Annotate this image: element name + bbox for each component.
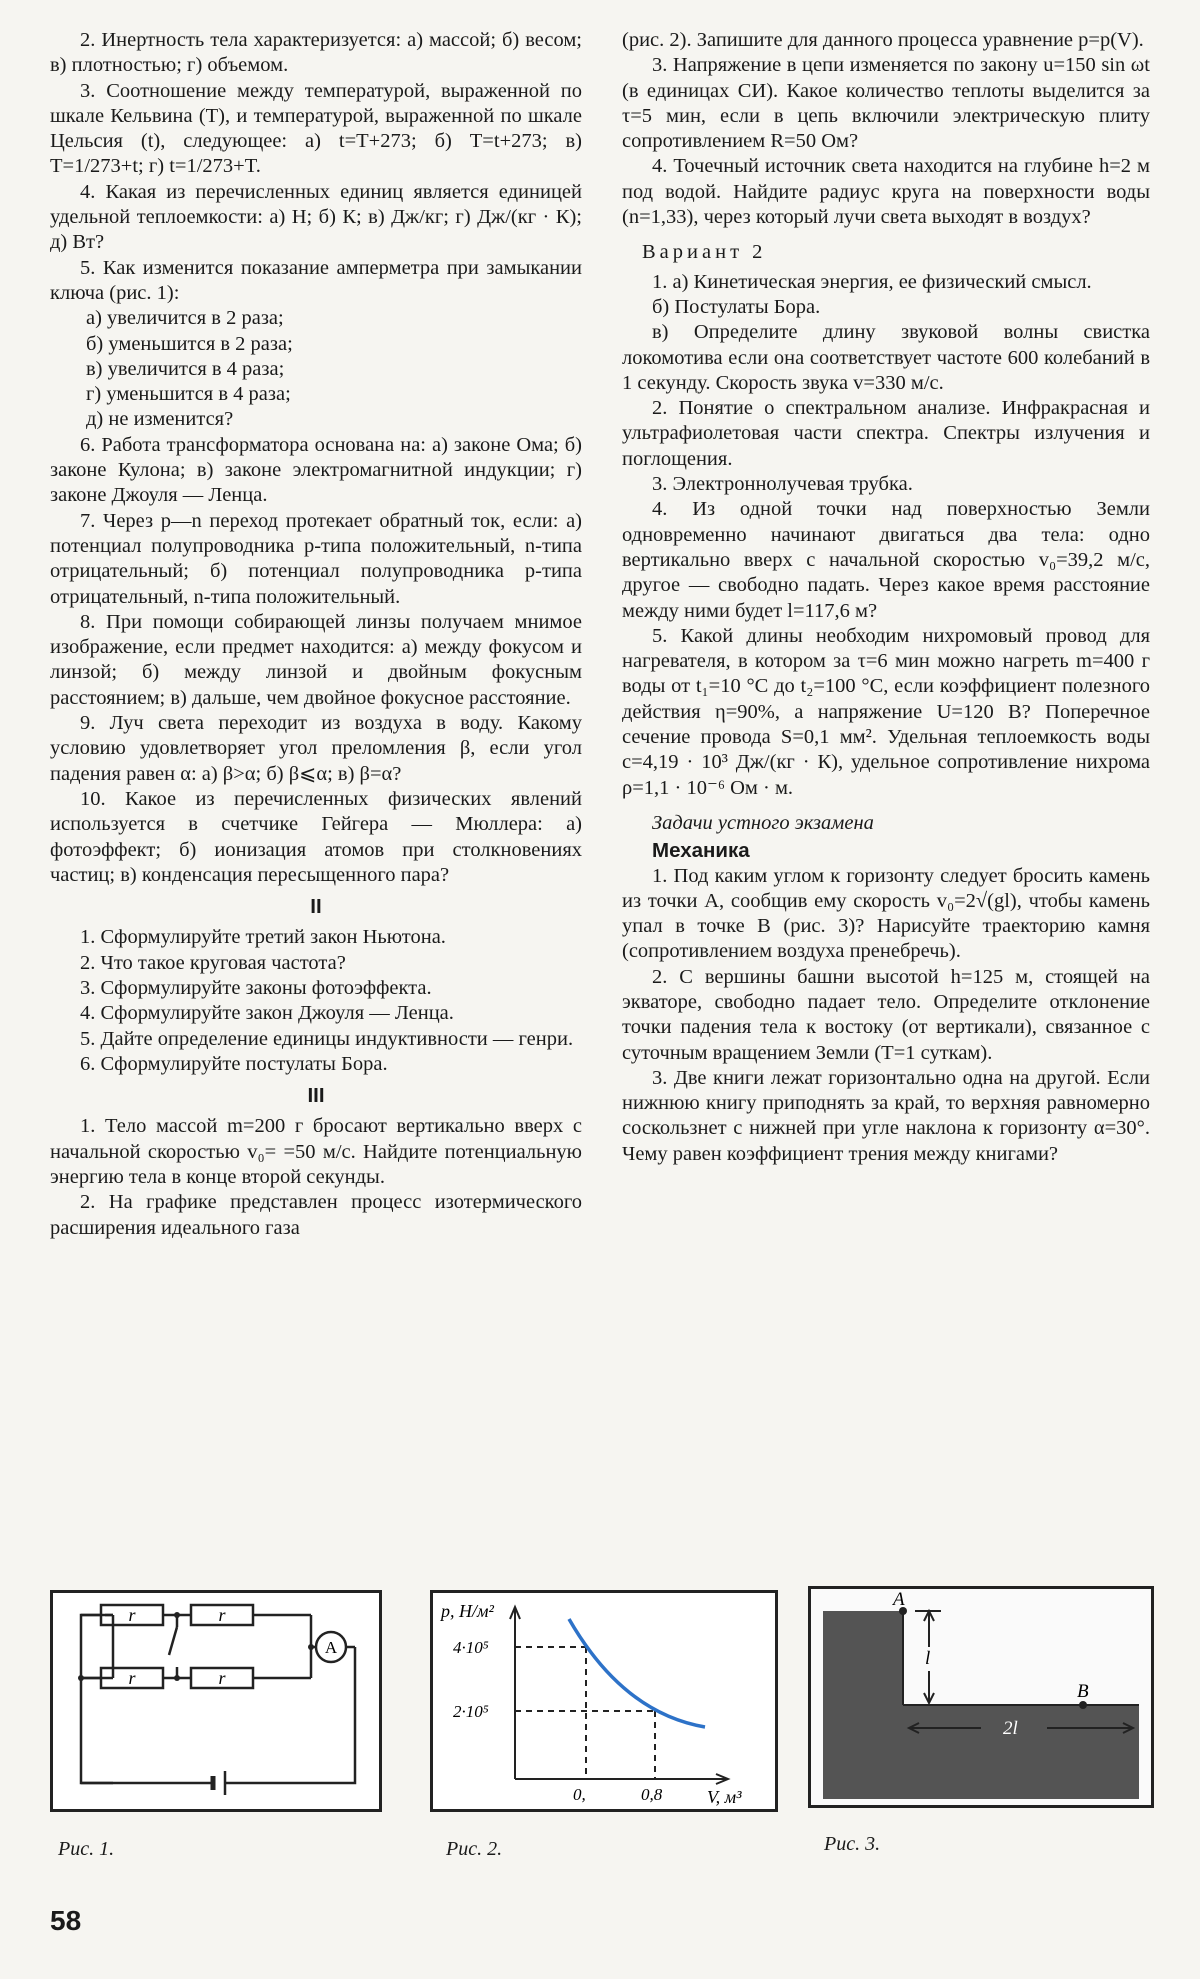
paragraph: 1. Сформулируйте третий закон Ньютона. [80,926,446,949]
paragraph: 6. Работа трансформатора основана на: а) законе Ома; б) законе Кулона; в) законе электромагнитной индукции; г) законе Джоуля — Ленца. [50,433,582,507]
section-heading: II [310,895,322,919]
switch [169,1627,177,1655]
paragraph: 2. С вершины башни высотой h=125 м, стоящей на экваторе, свободно падает тело. Определите отклонение точки падения тела к востоку (от вертикали), связанное с суточным вращением Земли (T=1 суткам). [622,965,1150,1064]
paragraph: 1. Тело массой m=200 г бросают вертикально вверх с начальной скоростью v₀= =50 м/с. Найдите потенциальную энергию тела в конце второй секунды. [50,1115,582,1189]
y-tick-label: 2·10⁵ [453,1702,489,1721]
paragraph: 2. Понятие о спектральном анализе. Инфракрасная и ультрафиолетовая части спектра. Спектры излучения и поглощения. [622,397,1150,470]
y-axis-label: p, Н/м² [441,1601,494,1621]
subsection-heading: Механика [652,839,750,863]
right-column [622,28,1150,1167]
point-b-label: B [1077,1681,1089,1702]
paragraph: 2. Что такое круговая частота? [80,951,346,974]
paragraph: 4. Точечный источник света находится на глубине h=2 м под водой. Найдите радиус круга на поверхности воды (n=1,33), через который лучи света выходят в воздух? [622,155,1150,229]
paragraph: 1. Под каким углом к горизонту следует бросить камень из точки A, сообщив ему скорость v₀=2√(gl), чтобы камень упал в точке B (рис. 3)? Нарисуйте траекторию камня (сопротивлением воздуха пренебречь). [622,864,1150,963]
subsection-heading: Задачи устного экзамена [652,811,874,834]
paragraph: 8. При помощи собирающей линзы получаем мнимое изображение, если предмет находится: а) между фокусом и линзой; б) между линзой и двойным фокусным расстоянием; в) дальше, чем двойное фокусное расстояние. [50,610,582,709]
x-axis-label: V, м³ [707,1787,742,1807]
answer-option: б) уменьшится в 2 раза; [86,332,293,355]
isotherm-graph [433,1593,775,1809]
paragraph: 2. На графике представлен процесс изотермического расширения идеального газа [50,1191,582,1239]
figure-2-graph [430,1590,778,1812]
left-column [50,28,582,1241]
figure-1-circuit [50,1590,382,1812]
paragraph: 3. Две книги лежат горизонтально одна на другой. Если нижнюю книгу приподнять за край, то верхняя равномерно соскользнет с нижней при угле наклона к горизонту α=30°. Чему равен коэффициент трения между книгами? [622,1066,1150,1165]
paragraph: 6. Сформулируйте постулаты Бора. [80,1052,388,1075]
page-number: 58 [50,1905,82,1936]
circuit-wire-left [81,1615,113,1783]
cliff-block [823,1611,903,1799]
paragraph: 1. а) Кинетическая энергия, ее физический смысл. [652,270,1092,293]
point-a-label: A [893,1589,905,1610]
figure-2-caption: Рис. 2. [446,1838,503,1860]
paragraph: (рис. 2). Запишите для данного процесса уравнение p=p(V). [622,29,1144,51]
paragraph: 3. Соотношение между температурой, выраженной по шкале Кельвина (T), и температурой, выраженной по шкале Цельсия (t), следующее: а) t=T+273; б) T=t+273; в) T=1/273+t; г) t=1/273+T. [50,79,582,178]
paragraph: 4. Какая из перечисленных единиц является единицей удельной теплоемкости: а) Н; б) К; в) Дж/кг; г) Дж/(кг · К); д) Вт? [50,180,582,254]
ammeter-label: A [324,1638,338,1657]
answer-option: д) не изменится? [86,408,234,431]
height-label: l [925,1648,931,1669]
answer-option: г) уменьшится в 4 раза; [86,383,291,406]
y-tick-label: 4·10⁵ [453,1638,489,1657]
resistor-label: r [128,1668,136,1688]
figure-3-diagram [808,1586,1154,1808]
resistor-label: r [218,1605,226,1625]
x-tick-label: 0,8 [641,1785,663,1804]
answer-option: а) увеличится в 2 раза; [86,307,284,330]
paragraph: 5. Какой длины необходим нихромовый провод для нагревателя, в котором за τ=6 мин можно нагреть m=400 г воды от t₁=10 °C до t₂=100 °C, если коэффициент полезного действия η=90%, а напряжение U=120 В? Поперечное сечение провода S=0,1 мм². Удельная теплоемкость воды c=4,19 · 10³ Дж/(кг · К), удельное сопротивление нихрома ρ=1,1 · 10⁻⁶ Ом · м. [622,624,1150,799]
subsection-heading: Вариант 2 [642,241,767,264]
paragraph: 3. Напряжение в цепи изменяется по закону u=150 sin ωt (в единицах СИ). Какое количество теплоты выделится за τ=5 мин, если в цепь включили электрическую плиту сопротивлением R=50 Ом? [622,54,1150,153]
paragraph: 7. Через p—n переход протекает обратный ток, если: а) потенциал полупроводника p-типа положительный, n-типа отрицательный; б) потенциал полупроводника p-типа отрицательный, n-типа положительный. [50,509,582,608]
paragraph: 4. Сформулируйте закон Джоуля — Ленца. [80,1002,454,1025]
paragraph: 9. Луч света переходит из воздуха в воду. Какому условию удовлетворяет угол преломления β, если угол падения равен α: а) β>α; б) β⩽α; в) β=α? [50,712,582,785]
figure-1-caption: Рис. 1. [58,1838,115,1860]
paragraph: 2. Инертность тела характеризуется: а) массой; б) весом; в) плотностью; г) объемом. [50,29,582,77]
paragraph: в) Определите длину звуковой волны свистка локомотива если она соответствует частоте 600 колебаний в 1 секунду. Скорость звука v=330 м/с. [622,321,1150,394]
ground-block [903,1705,1139,1799]
answer-option: в) увеличится в 4 раза; [86,357,285,380]
paragraph: б) Постулаты Бора. [652,295,821,318]
point-b-marker [1079,1701,1087,1709]
resistor-label: r [218,1668,226,1688]
resistor-label: r [128,1605,136,1625]
paragraph: 5. Дайте определение единицы индуктивности — генри. [80,1027,574,1050]
paragraph: 3. Электроннолучевая трубка. [652,473,913,496]
paragraph: 3. Сформулируйте законы фотоэффекта. [80,976,432,999]
figure-3-caption: Рис. 3. [824,1833,881,1855]
paragraph: 4. Из одной точки над поверхностью Земли одновременно начинают двигаться два тела: одно вертикально вверх с начальной скоростью v₀=39,2 м/с, другое — свободно падать. Через какое время расстояние между ними будет l=117,6 м? [622,498,1150,622]
circuit-diagram [53,1593,379,1809]
x-tick-label: 0, [573,1785,586,1804]
cliff-diagram [811,1589,1151,1805]
paragraph: 10. Какое из перечисленных физических явлений используется в счетчике Гейгера — Мюллера: а) фотоэффект; б) ионизация атомов при столкновениях частиц; в) конденсация пересыщенного пара? [50,787,582,886]
paragraph: 5. Как изменится показание амперметра при замыкании ключа (рис. 1): [50,256,582,304]
section-heading: III [307,1084,325,1108]
width-label: 2l [1003,1718,1018,1739]
